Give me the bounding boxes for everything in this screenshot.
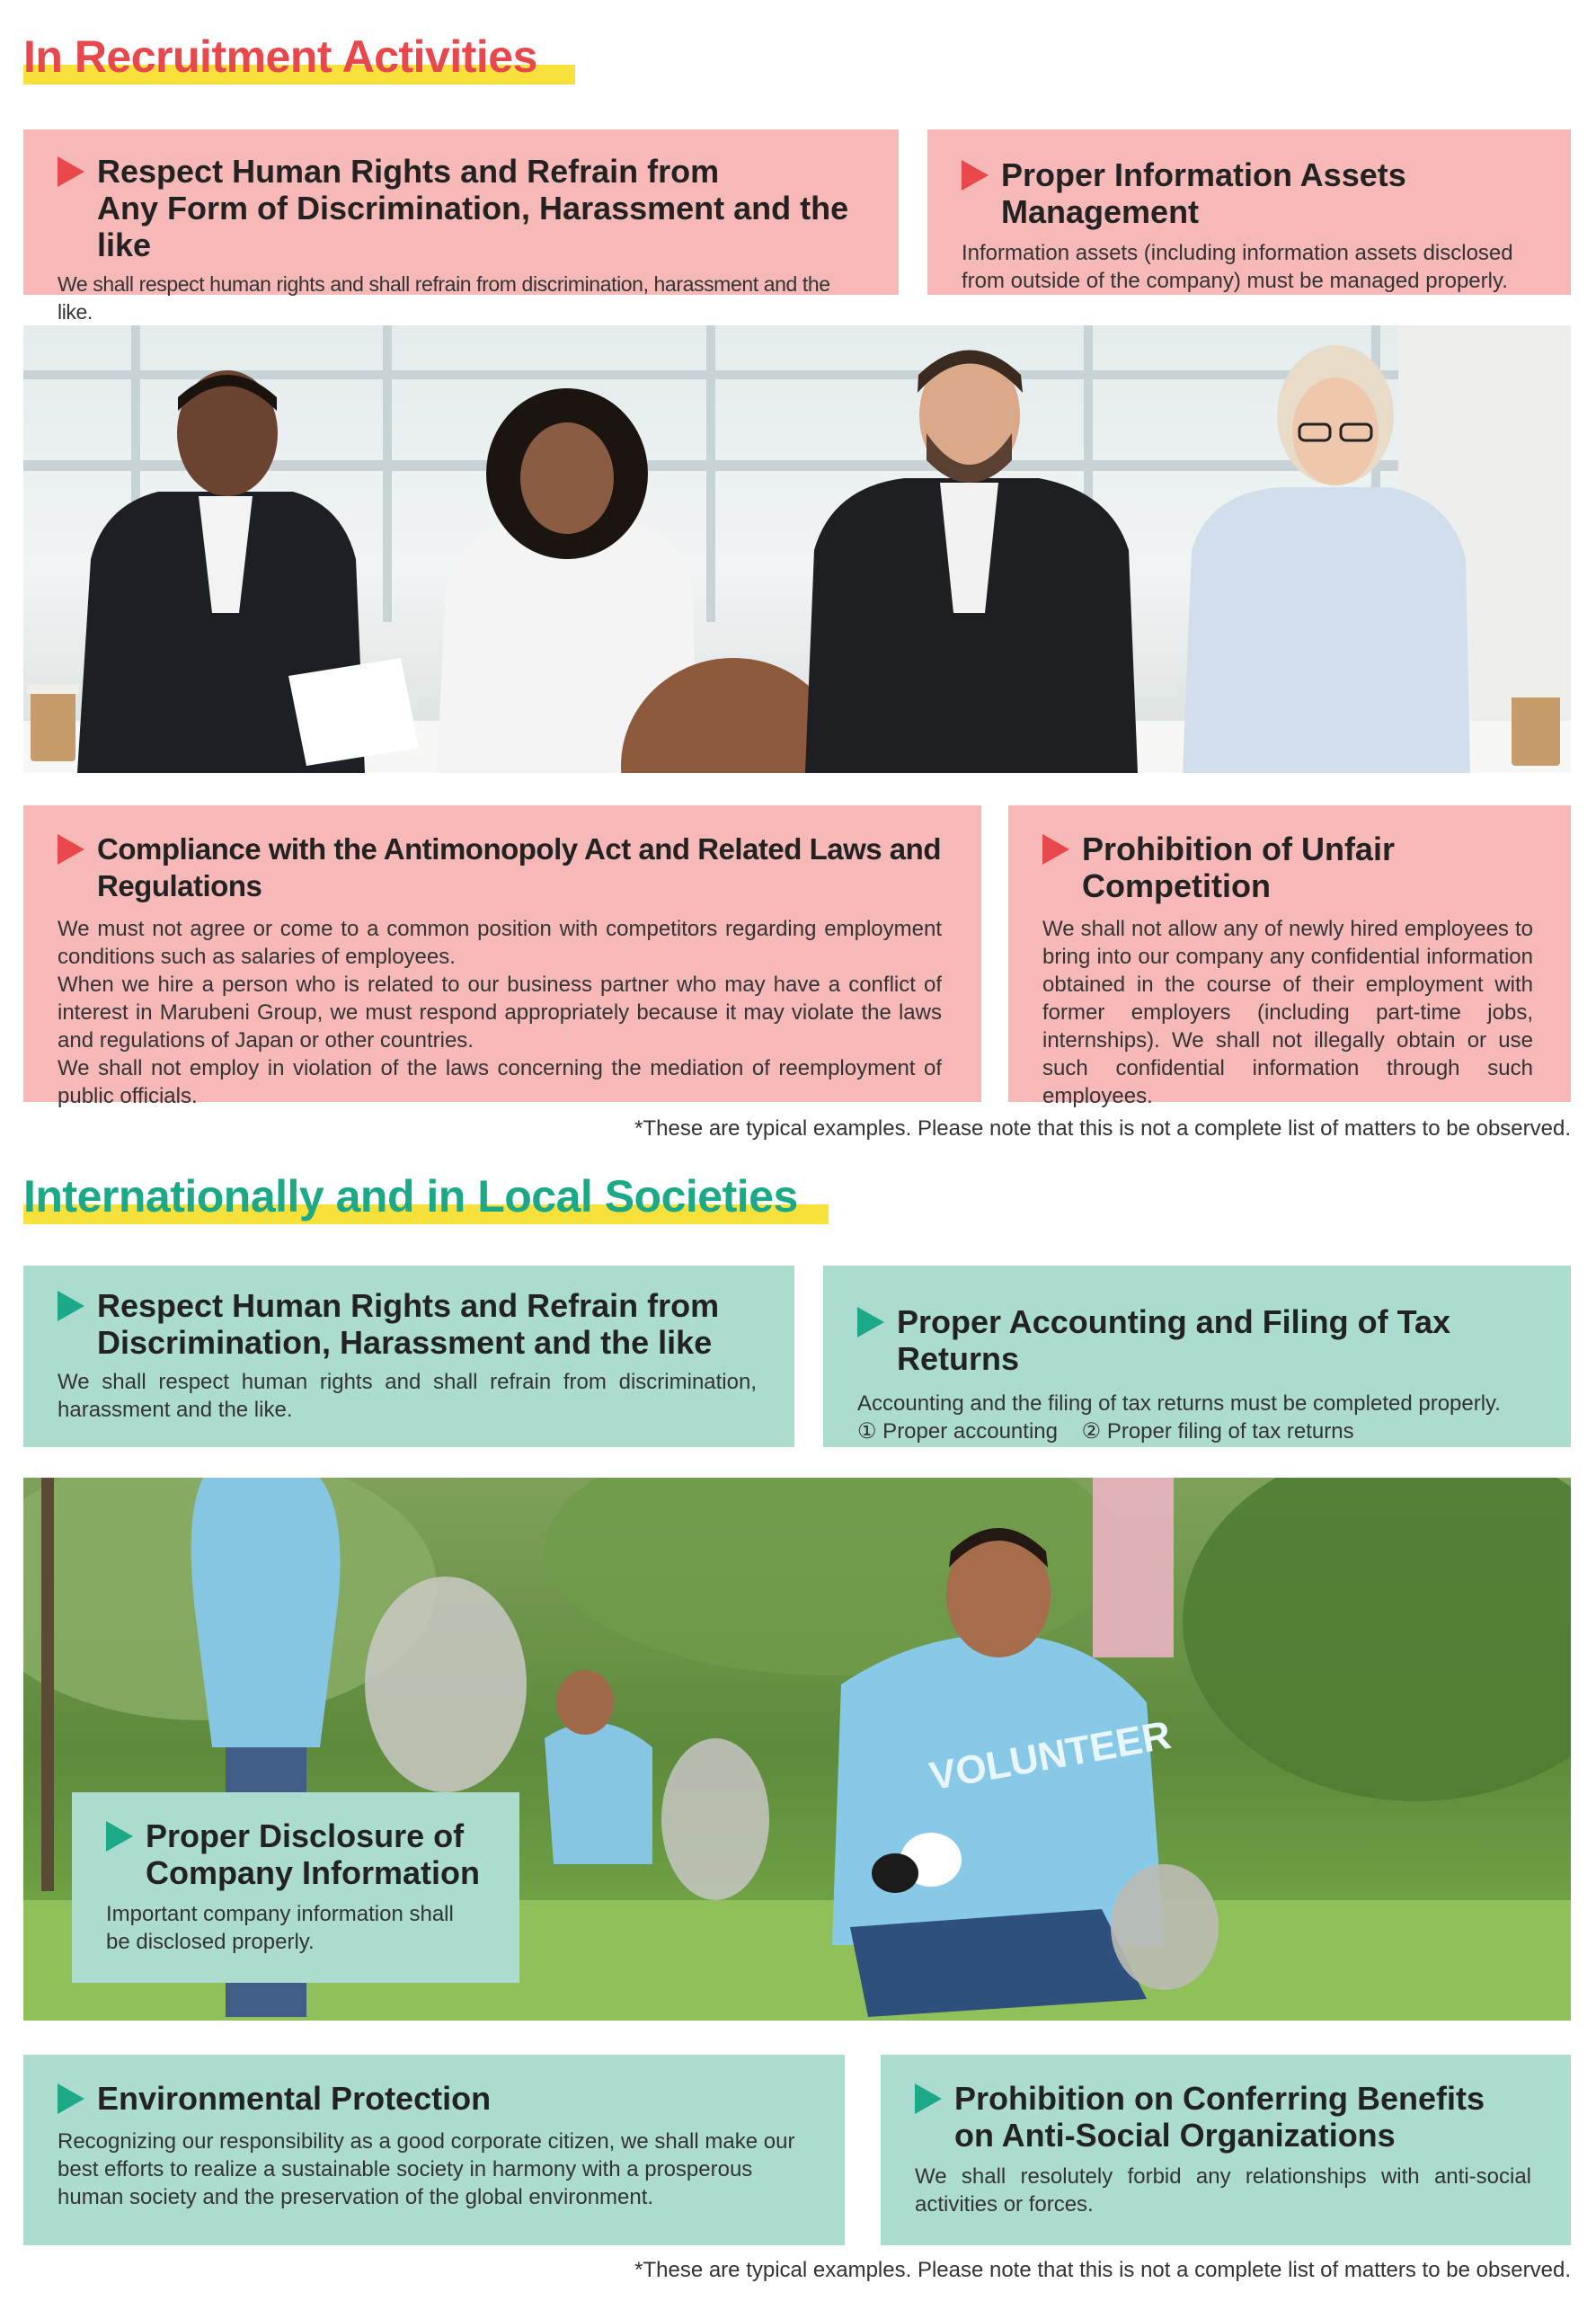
section-title-international: Internationally and in Local Societies <box>23 1170 798 1222</box>
volunteer-shirt-text: VOLUNTEER <box>926 1712 1175 1799</box>
box-heading: Compliance with the Antimonopoly Act and Related Laws and Regulations <box>58 831 942 904</box>
box-body: Accounting and the filing of tax returns must be completed properly. ① Proper accounting ② Proper filing of tax returns <box>857 1391 1501 1444</box>
box-heading: Proper Disclosure of Company Information <box>106 1817 492 1891</box>
box-body: Information assets (including information assets disclosed from outside of the company) must be managed properly. <box>962 241 1513 293</box>
box-heading: Proper Information Assets Management <box>962 156 1537 230</box>
box-body: Recognizing our responsibility as a good corporate citizen, we shall make our best efforts to realize a sustainable society in harmony with a prosperous human society and the preservation of the global environment. <box>58 2129 795 2209</box>
box-environmental-protection <box>23 2055 845 2245</box>
box-heading: Prohibition on Conferring Benefits on Anti-Social Organizations <box>915 2080 1531 2154</box>
photo-interview-panel <box>23 325 1571 773</box>
box-anti-social-organizations <box>881 2055 1571 2245</box>
box-body: Important company information shall be disclosed properly. <box>106 1902 454 1954</box>
box-information-assets <box>927 129 1571 295</box>
footnote-recruitment: *These are typical examples. Please note that this is not a complete list of matters to be observed. <box>634 1116 1571 1141</box>
triangle-bullet-icon <box>962 160 989 191</box>
box-respect-human-rights-recruitment <box>23 129 899 324</box>
triangle-bullet-icon <box>58 156 84 187</box>
triangle-bullet-icon <box>58 2083 84 2114</box>
triangle-bullet-icon <box>58 1291 84 1321</box>
box-company-disclosure <box>72 1792 519 1983</box>
triangle-bullet-icon <box>915 2083 942 2114</box>
box-accounting-tax <box>823 1266 1571 1447</box>
triangle-bullet-icon <box>106 1821 133 1852</box>
triangle-bullet-icon <box>58 834 84 865</box>
box-body: We must not agree or come to a common position with competitors regarding employment conditions such as salaries of employees. When we hire a person who is related to our business partner who may have a conflict of interest in Marubeni Group, we must respond appropriately because it may violate the laws and regulations of Japan or other countries. We shall not employ in violation of the laws concerning the mediation of reemployment of public officials. <box>58 917 942 1108</box>
section-title-recruitment: In Recruitment Activities <box>23 31 537 83</box>
box-unfair-competition <box>1008 805 1571 1108</box>
triangle-bullet-icon <box>857 1307 884 1337</box>
box-respect-human-rights-international <box>23 1266 794 1447</box>
box-body: We shall resolutely forbid any relationships with anti-social activities or forces. <box>915 2164 1531 2217</box>
box-heading: Proper Accounting and Filing of Tax Returns <box>857 1303 1537 1377</box>
triangle-bullet-icon <box>1042 834 1069 865</box>
box-body: We shall respect human rights and shall refrain from discrimination, harassment and the like. <box>58 272 830 324</box>
box-heading: Environmental Protection <box>58 2080 805 2117</box>
footnote-international: *These are typical examples. Please note that this is not a complete list of matters to be observed. <box>634 2258 1571 2282</box>
box-heading: Respect Human Rights and Refrain from Discrimination, Harassment and the like <box>58 1287 757 1361</box>
box-heading: Prohibition of Unfair Competition <box>1042 831 1533 904</box>
box-heading: Respect Human Rights and Refrain from Any Form of Discrimination, Harassment and the like <box>58 153 864 263</box>
box-body: We shall respect human rights and shall refrain from discrimination, harassment and the like. <box>58 1370 757 1422</box>
box-antimonopoly-compliance <box>23 805 981 1108</box>
box-body: We shall not allow any of newly hired employees to bring into our company any confidential information obtained in the course of their employment with former employers (including part-time jobs, internships). We shall not illegally obtain or use such confidential information through such employees. <box>1042 917 1533 1108</box>
